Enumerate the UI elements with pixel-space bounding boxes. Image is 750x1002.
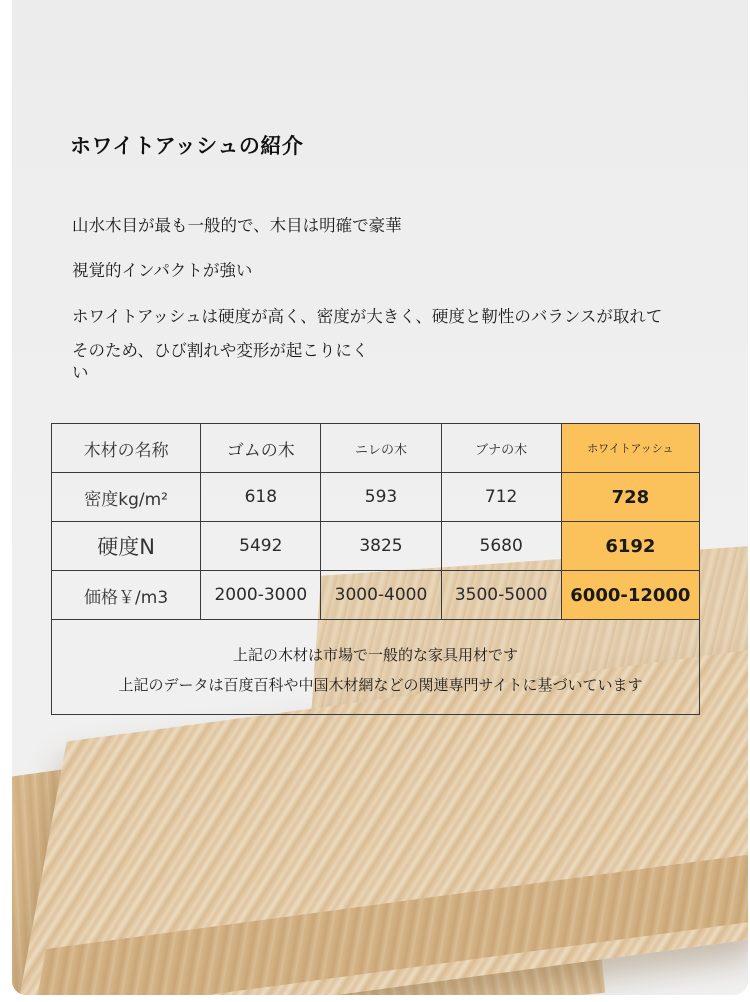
table-cell: 618 <box>201 473 321 522</box>
row-label: 硬度N <box>52 522 201 571</box>
table-cell: 3500-5000 <box>441 571 561 620</box>
table-note <box>52 620 700 715</box>
table-cell: 3825 <box>321 522 441 571</box>
header-cell: ブナの木 <box>441 424 561 473</box>
header-cell-highlight: ホワイトアッシュ <box>561 424 699 473</box>
table-header-row <box>52 424 700 473</box>
table-cell: 5680 <box>441 522 561 571</box>
table-row <box>52 522 700 571</box>
table-cell: 593 <box>321 473 441 522</box>
wood-comparison-table <box>51 423 700 715</box>
header-cell: ニレの木 <box>321 424 441 473</box>
table-cell-highlight: 6192 <box>561 522 699 571</box>
description-line: 山水木目が最も一般的で、木目は明確で豪華 <box>72 216 402 235</box>
row-label: 密度kg/m² <box>52 473 201 522</box>
header-cell: ゴムの木 <box>201 424 321 473</box>
header-cell: 木材の名称 <box>52 424 201 473</box>
row-label: 価格￥/m3 <box>52 571 201 620</box>
table-row <box>52 473 700 522</box>
page-title: ホワイトアッシュの紹介 <box>70 134 304 158</box>
table-cell: 5492 <box>201 522 321 571</box>
description-line: 視覚的インパクトが強い <box>72 261 253 280</box>
description-line: そのため、ひび割れや変形が起こりにくい <box>72 341 369 382</box>
table-cell: 2000-3000 <box>201 571 321 620</box>
note-line: 上記のデータは百度百科や中国木材網などの関連専門サイトに基づいています <box>118 676 643 694</box>
table-row <box>52 571 700 620</box>
table-note-row <box>52 620 700 715</box>
table-cell-highlight: 728 <box>561 473 699 522</box>
table-cell: 712 <box>441 473 561 522</box>
description-line: ホワイトアッシュは硬度が高く、密度が大きく、硬度と靭性のバランスが取れて <box>72 307 663 326</box>
table-cell-highlight: 6000-12000 <box>561 571 699 620</box>
note-line: 上記の木材は市場で一般的な家具用材です <box>232 646 518 664</box>
table-cell: 3000-4000 <box>321 571 441 620</box>
